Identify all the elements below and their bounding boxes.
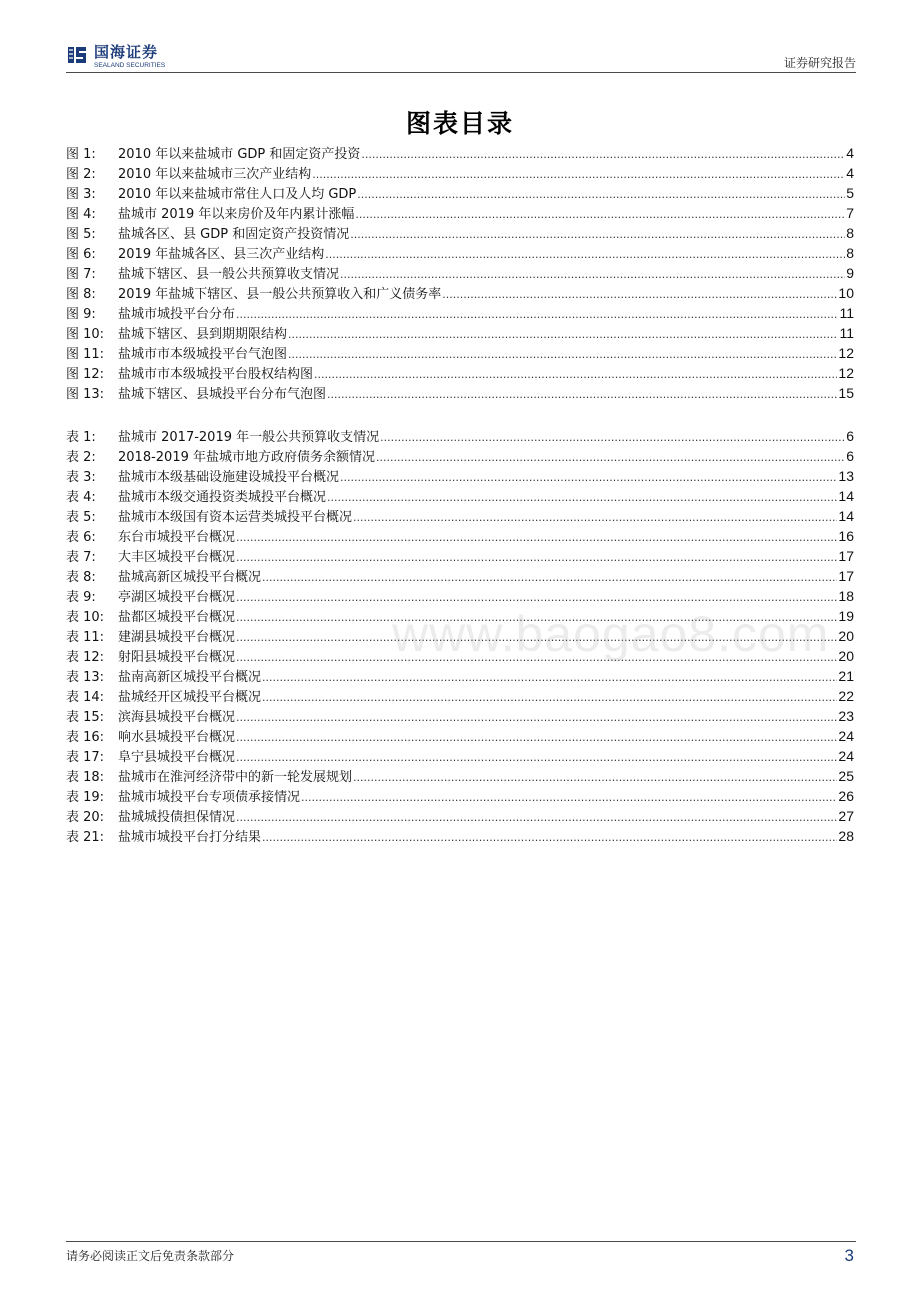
figure-entry-label: 图 5: [66, 227, 96, 242]
table-entry-page: 26 [838, 788, 854, 804]
figure-entry-page: 8 [846, 245, 854, 261]
table-entry-label: 表 6: [66, 530, 96, 545]
figure-entry[interactable] [66, 343, 854, 363]
figure-entry-label: 图 11: [66, 347, 105, 362]
figure-entry-title: 盐城下辖区、县到期期限结构 [118, 327, 288, 342]
table-entry-title: 盐城市 2017-2019 年一般公共预算收支情况 [118, 430, 380, 445]
dot-leader [262, 568, 837, 588]
table-entry[interactable] [66, 586, 854, 606]
dot-leader [236, 728, 837, 748]
table-entry-label: 表 4: [66, 490, 96, 505]
dot-leader [340, 468, 837, 488]
figure-entry[interactable] [66, 363, 854, 383]
table-entry-title: 2018-2019 年盐城市地方政府债务余额情况 [118, 450, 375, 465]
table-entry-title: 盐城经开区城投平台概况 [118, 690, 262, 705]
table-entry-label: 表 7: [66, 550, 96, 565]
page-header [66, 38, 856, 72]
table-entry-label: 表 1: [66, 430, 96, 445]
table-entry-title: 东台市城投平台概况 [118, 530, 236, 545]
table-entry-page: 22 [838, 688, 854, 704]
sealand-logo-icon [66, 44, 88, 66]
table-entry[interactable] [66, 786, 854, 806]
figure-entry[interactable] [66, 143, 854, 163]
figure-entry-title: 盐城市市本级城投平台股权结构图 [118, 367, 314, 382]
dot-leader [442, 285, 837, 305]
figure-entry-label: 图 8: [66, 287, 96, 302]
table-entry-page: 27 [838, 808, 854, 824]
table-entry[interactable] [66, 666, 854, 686]
table-entry-title: 滨海县城投平台概况 [118, 710, 236, 725]
figure-list [66, 143, 854, 403]
table-entry-page: 6 [846, 428, 854, 444]
figure-entry-title: 盐城市市本级城投平台气泡图 [118, 347, 288, 362]
figure-entry-page: 10 [838, 285, 854, 301]
table-entry-page: 6 [846, 448, 854, 464]
table-entry-title: 大丰区城投平台概况 [118, 550, 236, 565]
figure-entry-title: 2010 年以来盐城市 GDP 和固定资产投资 [118, 147, 361, 162]
table-entry-label: 表 11: [66, 630, 105, 645]
figure-entry-title: 盐城下辖区、县城投平台分布气泡图 [118, 387, 327, 402]
dot-leader [353, 508, 837, 528]
figure-entry-page: 5 [846, 185, 854, 201]
figure-entry[interactable] [66, 303, 854, 323]
figure-entry[interactable] [66, 203, 854, 223]
figure-entry-page: 9 [846, 265, 854, 281]
table-entry-page: 23 [838, 708, 854, 724]
table-entry[interactable] [66, 726, 854, 746]
table-entry-label: 表 14: [66, 690, 105, 705]
dot-leader [361, 145, 845, 165]
dot-leader [262, 828, 837, 848]
table-entry-label: 表 18: [66, 770, 105, 785]
table-entry-page: 16 [838, 528, 854, 544]
table-entry-page: 18 [838, 588, 854, 604]
figure-entry-page: 12 [838, 365, 854, 381]
figure-entry[interactable] [66, 283, 854, 303]
table-entry[interactable] [66, 826, 854, 846]
table-entry[interactable] [66, 546, 854, 566]
figure-entry-page: 15 [838, 385, 854, 401]
table-entry[interactable] [66, 706, 854, 726]
figure-entry-page: 4 [846, 145, 854, 161]
table-entry-label: 表 16: [66, 730, 105, 745]
table-entry-page: 13 [838, 468, 854, 484]
figure-entry-label: 图 2: [66, 167, 96, 182]
figure-entry[interactable] [66, 263, 854, 283]
figure-entry-page: 7 [846, 205, 854, 221]
figure-entry-label: 图 4: [66, 207, 96, 222]
figure-entry-page: 11 [839, 325, 854, 341]
figure-entry-title: 盐城市城投平台分布 [118, 307, 236, 322]
dot-leader [262, 668, 837, 688]
table-entry-title: 盐城市本级国有资本运营类城投平台概况 [118, 510, 353, 525]
dot-leader [325, 245, 845, 265]
table-entry[interactable] [66, 806, 854, 826]
table-entry-page: 19 [838, 608, 854, 624]
table-entry-label: 表 20: [66, 810, 105, 825]
table-entry-page: 25 [838, 768, 854, 784]
figure-entry-title: 盐城各区、县 GDP 和固定资产投资情况 [118, 227, 350, 242]
figure-entry-label: 图 7: [66, 267, 96, 282]
page-title: 图表目录 [405, 109, 514, 138]
figure-entry-title: 2019 年盐城下辖区、县一般公共预算收入和广义债务率 [118, 287, 442, 302]
dot-leader [236, 548, 837, 568]
table-entry-title: 亭湖区城投平台概况 [118, 590, 236, 605]
dot-leader [355, 205, 845, 225]
table-entry-title: 盐城市在淮河经济带中的新一轮发展规划 [118, 770, 353, 785]
table-entry-title: 建湖县城投平台概况 [118, 630, 236, 645]
dot-leader [301, 788, 837, 808]
table-entry-title: 盐城市城投平台专项债承接情况 [118, 790, 301, 805]
dot-leader [350, 225, 845, 245]
table-entry-page: 17 [838, 568, 854, 584]
table-entry-label: 表 9: [66, 590, 96, 605]
table-entry[interactable] [66, 506, 854, 526]
figure-entry-label: 图 10: [66, 327, 105, 342]
dot-leader [357, 185, 845, 205]
table-entry-title: 射阳县城投平台概况 [118, 650, 236, 665]
table-entry-label: 表 3: [66, 470, 96, 485]
footer-divider [66, 1241, 856, 1242]
figure-entry-label: 图 1: [66, 147, 96, 162]
logo-english-name: SEALAND SECURITIES [94, 62, 166, 69]
table-entry-title: 盐城市本级基础设施建设城投平台概况 [118, 470, 340, 485]
table-entry-page: 24 [838, 728, 854, 744]
table-entry-label: 表 10: [66, 610, 105, 625]
dot-leader [236, 305, 838, 325]
table-entry-page: 14 [838, 508, 854, 524]
table-entry[interactable] [66, 466, 854, 486]
table-entry[interactable] [66, 566, 854, 586]
table-entry-label: 表 17: [66, 750, 105, 765]
table-entry-label: 表 19: [66, 790, 105, 805]
table-entry-title: 盐城市城投平台打分结果 [118, 830, 262, 845]
table-entry[interactable] [66, 426, 854, 446]
dot-leader [327, 488, 837, 508]
figure-entry-title: 盐城市 2019 年以来房价及年内累计涨幅 [118, 207, 355, 222]
dot-leader [380, 428, 845, 448]
table-entry-page: 21 [838, 668, 854, 684]
table-entry-title: 阜宁县城投平台概况 [118, 750, 236, 765]
figure-entry-label: 图 13: [66, 387, 105, 402]
figure-entry[interactable] [66, 323, 854, 343]
table-entry-label: 表 12: [66, 650, 105, 665]
logo-chinese-name: 国海证券 [94, 43, 159, 61]
table-entry-page: 17 [838, 548, 854, 564]
table-entry-title: 盐都区城投平台概况 [118, 610, 236, 625]
figure-entry[interactable] [66, 223, 854, 243]
table-entry-title: 盐城高新区城投平台概况 [118, 570, 262, 585]
dot-leader [340, 265, 845, 285]
dot-leader [236, 808, 837, 828]
figure-entry[interactable] [66, 183, 854, 203]
disclaimer-note: 请务必阅读正文后免责条款部分 [66, 1249, 235, 1263]
table-entry-label: 表 21: [66, 830, 105, 845]
figure-entry-title: 2010 年以来盐城市三次产业结构 [118, 167, 312, 182]
dot-leader [288, 345, 837, 365]
table-entry-page: 28 [838, 828, 854, 844]
dot-leader [327, 385, 837, 405]
table-entry-title: 响水县城投平台概况 [118, 730, 236, 745]
table-entry[interactable] [66, 746, 854, 766]
figure-entry[interactable] [66, 383, 854, 403]
dot-leader [236, 528, 837, 548]
table-entry[interactable] [66, 526, 854, 546]
header-divider [66, 72, 856, 73]
dot-leader [288, 325, 838, 345]
dot-leader [312, 165, 845, 185]
table-entry-label: 表 13: [66, 670, 105, 685]
table-entry-label: 表 2: [66, 450, 96, 465]
figure-entry-label: 图 6: [66, 247, 96, 262]
figure-entry-title: 2010 年以来盐城市常住人口及人均 GDP [118, 187, 357, 202]
dot-leader [262, 688, 837, 708]
table-entry[interactable] [66, 446, 854, 466]
table-entry-label: 表 8: [66, 570, 96, 585]
dot-leader [236, 748, 837, 768]
figure-entry[interactable] [66, 163, 854, 183]
figure-entry[interactable] [66, 243, 854, 263]
table-entry[interactable] [66, 686, 854, 706]
figure-entry-page: 12 [838, 345, 854, 361]
table-entry-title: 盐城城投债担保情况 [118, 810, 236, 825]
figure-entry-label: 图 3: [66, 187, 96, 202]
figure-entry-page: 4 [846, 165, 854, 181]
figure-entry-page: 8 [846, 225, 854, 241]
table-entry-title: 盐南高新区城投平台概况 [118, 670, 262, 685]
table-entry-label: 表 15: [66, 710, 105, 725]
table-entry-title: 盐城市本级交通投资类城投平台概况 [118, 490, 327, 505]
page-number: 3 [844, 1246, 854, 1265]
table-entry[interactable] [66, 766, 854, 786]
figure-entry-title: 2019 年盐城各区、县三次产业结构 [118, 247, 325, 262]
table-entry-page: 24 [838, 748, 854, 764]
figure-entry-title: 盐城下辖区、县一般公共预算收支情况 [118, 267, 340, 282]
figure-entry-label: 图 12: [66, 367, 105, 382]
dot-leader [236, 708, 837, 728]
dot-leader [314, 365, 837, 385]
table-entry-page: 20 [838, 648, 854, 664]
dot-leader [353, 768, 837, 788]
dot-leader [376, 448, 845, 468]
table-entry-page: 14 [838, 488, 854, 504]
report-type-label: 证券研究报告 [783, 56, 856, 70]
table-entry[interactable] [66, 486, 854, 506]
figure-entry-page: 11 [839, 305, 854, 321]
table-entry-page: 20 [838, 628, 854, 644]
table-entry-label: 表 5: [66, 510, 96, 525]
company-logo [66, 44, 165, 70]
watermark: www.baogao8.com [392, 606, 830, 662]
figure-entry-label: 图 9: [66, 307, 96, 322]
